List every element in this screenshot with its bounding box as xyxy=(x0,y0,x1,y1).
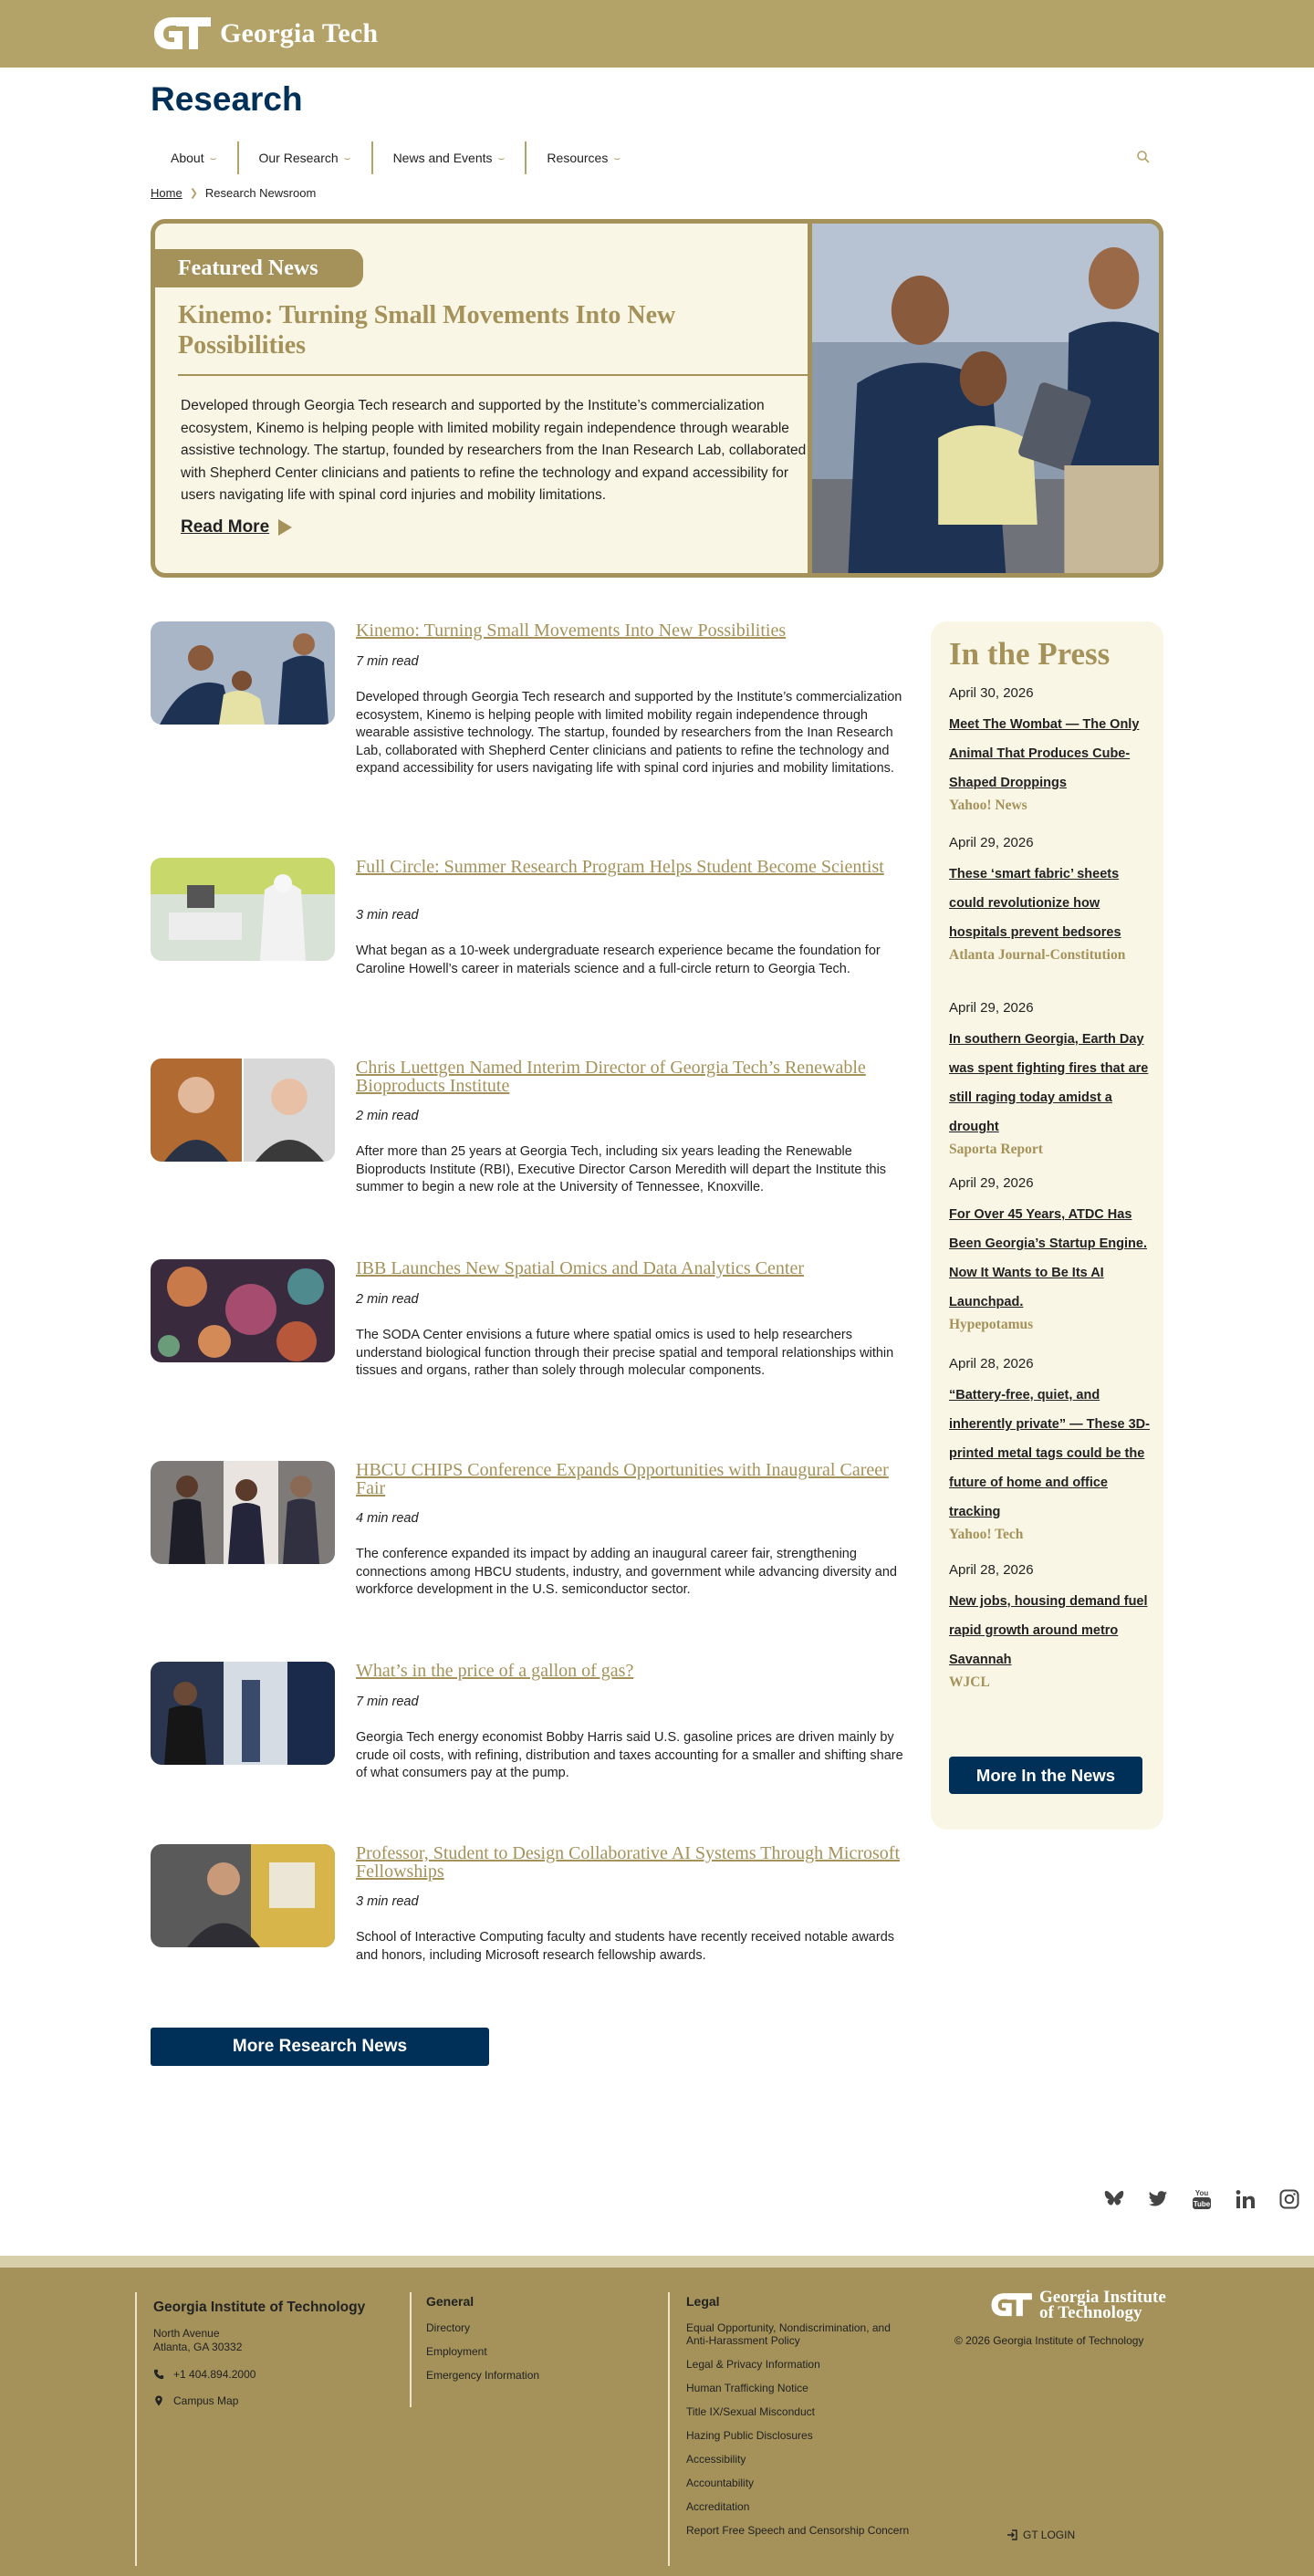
breadcrumb-current: Research Newsroom xyxy=(204,186,317,200)
footer-legal-column xyxy=(668,2292,914,2566)
featured-tag: Featured News xyxy=(155,249,363,287)
news-title-link[interactable]: Professor, Student to Design Collaborative AI Systems Through Microsoft Fellowships xyxy=(356,1843,901,1882)
news-description: School of Interactive Computing faculty and students have recently received notable awards and honors, including Microsoft research fellowship awards. xyxy=(356,1930,895,1963)
breadcrumb-home-link[interactable]: Home xyxy=(151,186,182,200)
read-more-label: Read More xyxy=(181,517,270,537)
press-source: Saporta Report xyxy=(949,1142,1043,1157)
news-thumbnail[interactable] xyxy=(151,858,335,961)
press-date: April 29, 2026 xyxy=(949,1000,1034,1016)
footer-address-line: North Avenue xyxy=(153,2327,220,2340)
svg-text:You: You xyxy=(1194,2189,1209,2197)
read-time: 4 min read xyxy=(356,1511,419,1526)
nav-item-our-research[interactable] xyxy=(239,141,373,174)
footer-link[interactable]: Accessibility xyxy=(686,2453,746,2466)
news-thumbnail[interactable] xyxy=(151,1461,335,1564)
breadcrumb xyxy=(151,186,316,200)
news-title-link[interactable]: Chris Luettgen Named Interim Director of Georgia Tech’s Renewable Bioproducts Institute xyxy=(356,1058,866,1096)
linkedin-icon[interactable] xyxy=(1236,2189,1256,2209)
press-item xyxy=(949,1000,1152,1158)
press-source: Atlanta Journal-Constitution xyxy=(949,947,1126,963)
featured-news-card xyxy=(151,219,1163,578)
gt-login-link[interactable] xyxy=(1006,2529,1075,2541)
press-article-link[interactable]: New jobs, housing demand fuel rapid growth around metro Savannah xyxy=(949,1594,1148,1667)
press-article-link[interactable]: These ‘smart fabric’ sheets could revolutionize how hospitals prevent bedsores xyxy=(949,867,1121,940)
footer-logo[interactable] xyxy=(988,2289,1166,2320)
twitter-icon[interactable] xyxy=(1148,2190,1168,2208)
footer-link[interactable]: Directory xyxy=(426,2321,471,2334)
copyright-text: © 2026 Georgia Institute of Technology xyxy=(954,2334,1144,2347)
footer-logo-line: of Technology xyxy=(1039,2303,1142,2322)
footer-link[interactable]: Employment xyxy=(426,2345,487,2358)
svg-text:Tube: Tube xyxy=(1193,2200,1211,2208)
footer-link[interactable]: Accountability xyxy=(686,2477,755,2489)
news-description: Developed through Georgia Tech research and supported by the Institute’s commercialization ecosystem, Kinemo is helping people with limited mobility regain independence through wearable assistive technology. The startup, founded by researchers from the Inan Research Lab, collaborated with Shepherd Center clinicians and patients to refine the technology and expand accessibility for users navigating life with spinal cord injuries and mobility limitations. xyxy=(356,690,902,776)
news-title-link[interactable]: HBCU CHIPS Conference Expands Opportunities with Inaugural Career Fair xyxy=(356,1460,889,1498)
news-thumbnail[interactable] xyxy=(151,1662,335,1765)
footer-link[interactable]: Human Trafficking Notice xyxy=(686,2382,808,2394)
nav-item-news-and-events[interactable] xyxy=(373,141,527,174)
login-icon xyxy=(1006,2529,1017,2540)
footer-phone-number: +1 404.894.2000 xyxy=(173,2368,256,2381)
footer-link[interactable]: Legal & Privacy Information xyxy=(686,2358,820,2371)
chevron-down-icon: ⌣ xyxy=(497,151,506,164)
footer-org-name: Georgia Institute of Technology xyxy=(153,2300,366,2315)
press-item xyxy=(949,1356,1152,1543)
map-pin-icon xyxy=(153,2395,164,2406)
featured-body: Developed through Georgia Tech research and supported by the Institute’s commercialization ecosystem, Kinemo is helping people with limited mobility regain independence through wearable assistive technology. The startup, founded by researchers from the Inan Research Lab, collaborated with Shepherd Center clinicians and patients to refine the technology and expand accessibility for users navigating life with spinal cord injuries and mobility limitations. xyxy=(181,398,807,503)
bluesky-icon[interactable] xyxy=(1104,2190,1124,2208)
press-article-link[interactable]: For Over 45 Years, ATDC Has Been Georgia’s Startup Engine. Now It Wants to Be Its AI Launchpad. xyxy=(949,1207,1148,1309)
read-time: 2 min read xyxy=(356,1292,419,1307)
press-date: April 29, 2026 xyxy=(949,835,1034,850)
footer-logo-wordmark xyxy=(1039,2289,1166,2320)
search-icon[interactable] xyxy=(1136,150,1151,164)
more-in-the-news-button[interactable]: More In the News xyxy=(949,1757,1142,1794)
site-footer xyxy=(0,2268,1314,2576)
press-item xyxy=(949,1562,1152,1691)
press-date: April 29, 2026 xyxy=(949,1175,1034,1191)
news-description: What began as a 10-week undergraduate research experience became the foundation for Caroline Howell’s career in materials science and a full-circle return to Georgia Tech. xyxy=(356,944,881,976)
news-description: After more than 25 years at Georgia Tech, including six years leading the Renewable Bioproducts Institute (RBI), Executive Director Carson Meredith will depart the Institute this summer to begin a new role at the University of Tennessee, Knoxville. xyxy=(356,1144,887,1194)
footer-contact-column xyxy=(135,2292,409,2566)
footer-link[interactable]: Report Free Speech and Censorship Concern xyxy=(686,2524,910,2537)
footer-stripe xyxy=(0,2256,1314,2268)
press-item xyxy=(949,685,1152,814)
nav-label: About xyxy=(171,151,204,165)
news-description: Georgia Tech energy economist Bobby Harris said U.S. gasoline prices are driven mainly by crude oil costs, with refining, distribution and taxes accounting for a smaller and shifting share of what consumers pay at the pump. xyxy=(356,1730,903,1780)
read-more-link[interactable] xyxy=(181,517,292,537)
footer-general-column xyxy=(410,2292,670,2407)
read-time: 2 min read xyxy=(356,1109,419,1123)
news-title-link[interactable]: What’s in the price of a gallon of gas? xyxy=(356,1661,634,1681)
footer-logo-line: Georgia Institute xyxy=(1039,2288,1166,2307)
press-article-link[interactable]: “Battery-free, quiet, and inherently private” — These 3D-printed metal tags could be the future of home and office tracking xyxy=(949,1388,1150,1519)
press-date: April 30, 2026 xyxy=(949,685,1034,701)
play-arrow-icon xyxy=(278,519,292,536)
footer-phone[interactable] xyxy=(153,2368,409,2381)
news-description: The SODA Center envisions a future where spatial omics is used to help researchers understand biological function through their precise spatial and temporal relationships within tissues and organs, rather than solely through molecular components. xyxy=(356,1328,894,1378)
news-title-link[interactable]: IBB Launches New Spatial Omics and Data Analytics Center xyxy=(356,1258,804,1278)
press-source: Yahoo! News xyxy=(949,798,1027,813)
news-thumbnail[interactable] xyxy=(151,1259,335,1362)
press-source: Yahoo! Tech xyxy=(949,1527,1024,1542)
featured-image[interactable] xyxy=(808,224,1159,573)
chevron-right-icon: ❯ xyxy=(189,188,198,199)
nav-item-about[interactable] xyxy=(151,141,239,174)
logo-wordmark: Georgia Tech xyxy=(220,18,379,48)
chevron-down-icon: ⌣ xyxy=(613,151,621,164)
read-time: 3 min read xyxy=(356,908,419,923)
footer-address-line: Atlanta, GA 30332 xyxy=(153,2341,243,2353)
gt-login-label: GT LOGIN xyxy=(1023,2529,1076,2541)
news-thumbnail[interactable] xyxy=(151,1844,335,1947)
footer-link[interactable]: Hazing Public Disclosures xyxy=(686,2429,813,2442)
news-thumbnail[interactable] xyxy=(151,621,335,725)
press-article-link[interactable]: Meet The Wombat — The Only Animal That Produces Cube-Shaped Droppings xyxy=(949,717,1140,790)
press-date: April 28, 2026 xyxy=(949,1562,1034,1578)
read-time: 3 min read xyxy=(356,1894,419,1909)
nav-item-resources[interactable] xyxy=(527,141,641,174)
gt-logo-mark-icon xyxy=(151,15,213,53)
site-title[interactable]: Research xyxy=(151,80,303,118)
featured-divider xyxy=(178,374,811,376)
more-research-news-button[interactable]: More Research News xyxy=(151,2028,489,2066)
footer-general-heading: General xyxy=(426,2294,474,2309)
social-links xyxy=(1104,2188,1299,2210)
footer-link[interactable]: Equal Opportunity, Nondiscrimination, and Anti-Harassment Policy xyxy=(686,2321,891,2347)
chevron-down-icon: ⌣ xyxy=(343,151,351,164)
news-description: The conference expanded its impact by adding an inaugural career fair, strengthening connections among HBCU students, industry, and government while advancing diversity and workforce development in the U.S. semiconductor sector. xyxy=(356,1547,897,1597)
nav-label: Our Research xyxy=(258,151,339,165)
nav-label: News and Events xyxy=(392,151,493,165)
press-item xyxy=(949,1175,1152,1333)
read-time: 7 min read xyxy=(356,654,419,669)
read-time: 7 min read xyxy=(356,1695,419,1709)
press-source: Hypepotamus xyxy=(949,1317,1034,1332)
main-nav xyxy=(151,141,1163,175)
press-article-link[interactable]: In southern Georgia, Earth Day was spent fighting fires that are still raging today amidst a drought xyxy=(949,1032,1149,1134)
press-item xyxy=(949,835,1152,964)
footer-link[interactable]: Title IX/Sexual Misconduct xyxy=(686,2405,815,2418)
news-title-link[interactable]: Kinemo: Turning Small Movements Into New Possibilities xyxy=(356,621,787,641)
footer-legal-heading: Legal xyxy=(686,2294,720,2309)
footer-campus-map-label: Campus Map xyxy=(173,2394,239,2407)
nav-label: Resources xyxy=(547,151,609,165)
georgia-tech-logo[interactable] xyxy=(151,15,378,53)
instagram-icon[interactable] xyxy=(1279,2189,1299,2209)
press-heading: In the Press xyxy=(949,636,1111,672)
youtube-icon[interactable] xyxy=(1192,2188,1212,2210)
news-thumbnail[interactable] xyxy=(151,1059,335,1162)
news-title-link[interactable]: Full Circle: Summer Research Program Helps Student Become Scientist xyxy=(356,857,884,877)
gt-logo-mark-icon xyxy=(988,2291,1034,2319)
press-source: WJCL xyxy=(949,1674,990,1690)
featured-title[interactable]: Kinemo: Turning Small Movements Into New Possibilities xyxy=(178,301,676,360)
press-date: April 28, 2026 xyxy=(949,1356,1034,1371)
footer-campus-map-link[interactable] xyxy=(153,2394,409,2407)
chevron-down-icon: ⌣ xyxy=(209,151,217,164)
footer-link[interactable]: Emergency Information xyxy=(426,2369,540,2382)
top-bar xyxy=(0,0,1314,68)
in-the-press-panel xyxy=(931,621,1163,1830)
footer-link[interactable]: Accreditation xyxy=(686,2500,750,2513)
phone-icon xyxy=(153,2369,164,2380)
